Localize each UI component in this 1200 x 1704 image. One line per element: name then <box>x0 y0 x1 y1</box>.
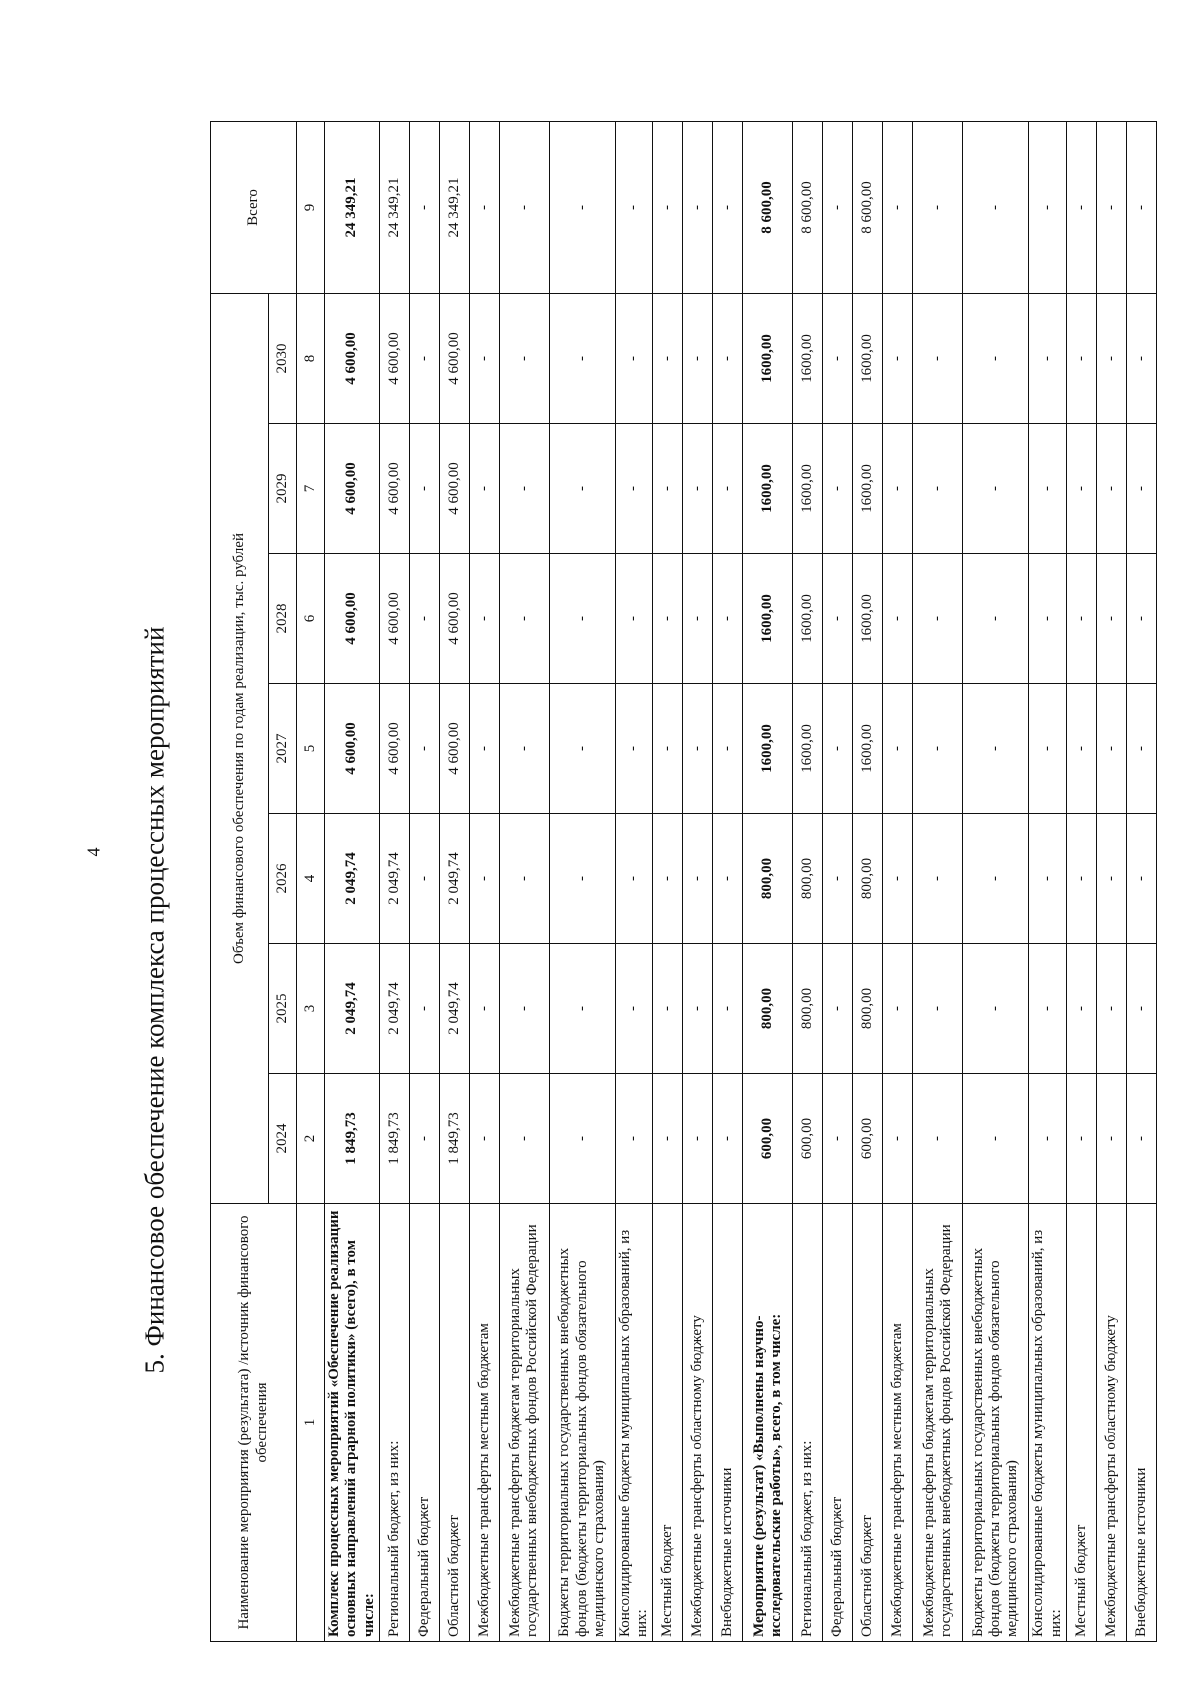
column-number: 8 <box>297 294 325 424</box>
row-value: - <box>549 944 615 1074</box>
row-value: - <box>713 294 743 424</box>
row-value: 4 600,00 <box>439 424 469 554</box>
row-value: - <box>469 122 499 294</box>
row-value: - <box>823 944 853 1074</box>
row-value: - <box>683 944 713 1074</box>
row-value: - <box>713 554 743 684</box>
table-row <box>325 122 380 1642</box>
row-value: - <box>499 122 549 294</box>
row-name: Межбюджетные трансферты областному бюджету <box>1096 1204 1126 1642</box>
header-year: 2028 <box>269 554 297 684</box>
row-value: 1600,00 <box>743 294 793 424</box>
row-value: - <box>963 424 1029 554</box>
row-value: 2 049,74 <box>379 814 409 944</box>
column-number: 4 <box>297 814 325 944</box>
row-value: - <box>823 554 853 684</box>
row-value: - <box>683 684 713 814</box>
row-value: - <box>883 684 913 814</box>
row-value: - <box>913 122 963 294</box>
row-value: - <box>549 294 615 424</box>
row-value: - <box>913 294 963 424</box>
row-value: - <box>409 814 439 944</box>
row-value: 24 349,21 <box>325 122 380 294</box>
row-value: - <box>963 294 1029 424</box>
row-value: - <box>653 424 683 554</box>
row-value: 1 849,73 <box>439 1074 469 1204</box>
row-value: - <box>823 294 853 424</box>
row-value: - <box>823 122 853 294</box>
row-value: - <box>1029 424 1067 554</box>
row-value: - <box>1029 122 1067 294</box>
row-value: - <box>653 944 683 1074</box>
row-value: 1600,00 <box>853 554 883 684</box>
row-value: - <box>653 554 683 684</box>
row-value: - <box>409 684 439 814</box>
row-value: - <box>1126 1074 1156 1204</box>
row-value: - <box>549 684 615 814</box>
row-value: - <box>1066 554 1096 684</box>
row-value: 4 600,00 <box>439 554 469 684</box>
table-row <box>823 122 853 1642</box>
row-value: 4 600,00 <box>379 294 409 424</box>
row-name: Мероприятие (результат) «Выполнены научно-исследовательские работы», всего, в том числе: <box>743 1204 793 1642</box>
table-row <box>743 122 793 1642</box>
row-value: 1 849,73 <box>379 1074 409 1204</box>
row-value: - <box>913 1074 963 1204</box>
row-value: - <box>549 122 615 294</box>
row-value: 4 600,00 <box>379 554 409 684</box>
row-value: 4 600,00 <box>325 294 380 424</box>
row-value: - <box>615 814 653 944</box>
header-year: 2030 <box>269 294 297 424</box>
row-value: - <box>1029 814 1067 944</box>
column-number: 5 <box>297 684 325 814</box>
row-value: - <box>913 554 963 684</box>
header-year: 2026 <box>269 814 297 944</box>
row-value: 800,00 <box>743 814 793 944</box>
row-value: - <box>1096 684 1126 814</box>
row-name: Внебюджетные источники <box>713 1204 743 1642</box>
row-name: Региональный бюджет, из них: <box>793 1204 823 1642</box>
row-value: - <box>615 684 653 814</box>
row-value: - <box>469 944 499 1074</box>
row-value: 4 600,00 <box>325 684 380 814</box>
row-value: - <box>1126 424 1156 554</box>
row-value: 800,00 <box>743 944 793 1074</box>
row-value: 800,00 <box>853 944 883 1074</box>
row-value: - <box>409 1074 439 1204</box>
row-value: - <box>713 684 743 814</box>
row-value: - <box>1029 554 1067 684</box>
row-value: - <box>549 424 615 554</box>
row-value: - <box>683 122 713 294</box>
row-value: - <box>1029 944 1067 1074</box>
column-number: 3 <box>297 944 325 1074</box>
table-row <box>499 122 549 1642</box>
row-name: Внебюджетные источники <box>1126 1204 1156 1642</box>
row-value: - <box>1066 1074 1096 1204</box>
row-value: 4 600,00 <box>379 684 409 814</box>
row-value: - <box>615 122 653 294</box>
row-name: Местный бюджет <box>1066 1204 1096 1642</box>
row-value: 2 049,74 <box>439 814 469 944</box>
row-value: - <box>653 1074 683 1204</box>
row-value: - <box>1066 294 1096 424</box>
row-value: - <box>883 424 913 554</box>
row-value: 4 600,00 <box>379 424 409 554</box>
table-row <box>793 122 823 1642</box>
page-number: 4 <box>83 847 104 857</box>
row-value: - <box>883 944 913 1074</box>
row-value: - <box>963 684 1029 814</box>
financing-table-container <box>210 122 1149 1642</box>
column-number: 7 <box>297 424 325 554</box>
row-value: - <box>913 814 963 944</box>
row-value: - <box>1066 684 1096 814</box>
column-number: 2 <box>297 1074 325 1204</box>
row-name: Межбюджетные трансферты местным бюджетам <box>883 1204 913 1642</box>
row-value: - <box>1096 814 1126 944</box>
row-value: - <box>653 122 683 294</box>
table-row <box>653 122 683 1642</box>
row-value: - <box>469 684 499 814</box>
row-value: 1 849,73 <box>325 1074 380 1204</box>
row-value: 2 049,74 <box>325 814 380 944</box>
row-value: - <box>499 944 549 1074</box>
row-name: Областной бюджет <box>439 1204 469 1642</box>
row-value: - <box>653 684 683 814</box>
table-row <box>913 122 963 1642</box>
row-name: Консолидированные бюджеты муниципальных образований, из них: <box>1029 1204 1067 1642</box>
row-value: - <box>1066 122 1096 294</box>
row-value: - <box>883 294 913 424</box>
row-value: 1600,00 <box>853 424 883 554</box>
row-value: 4 600,00 <box>325 424 380 554</box>
row-value: - <box>615 944 653 1074</box>
row-value: - <box>549 814 615 944</box>
row-value: - <box>1029 684 1067 814</box>
row-value: - <box>549 1074 615 1204</box>
row-value: - <box>1066 944 1096 1074</box>
row-value: 24 349,21 <box>439 122 469 294</box>
row-value: - <box>713 424 743 554</box>
row-value: - <box>615 1074 653 1204</box>
row-value: - <box>963 814 1029 944</box>
row-value: - <box>823 684 853 814</box>
row-value: - <box>1029 294 1067 424</box>
row-value: - <box>913 944 963 1074</box>
row-value: 2 049,74 <box>325 944 380 1074</box>
row-value: - <box>1096 944 1126 1074</box>
row-value: - <box>409 424 439 554</box>
column-number: 1 <box>297 1204 325 1642</box>
table-row <box>439 122 469 1642</box>
table-row <box>963 122 1029 1642</box>
column-number: 9 <box>297 122 325 294</box>
row-value: 4 600,00 <box>325 554 380 684</box>
row-value: - <box>409 122 439 294</box>
row-value: 8 600,00 <box>793 122 823 294</box>
table-row <box>549 122 615 1642</box>
row-value: - <box>683 294 713 424</box>
row-value: - <box>713 944 743 1074</box>
row-value: - <box>499 1074 549 1204</box>
row-value: 600,00 <box>853 1074 883 1204</box>
row-name: Консолидированные бюджеты муниципальных образований, из них: <box>615 1204 653 1642</box>
row-name: Местный бюджет <box>653 1204 683 1642</box>
row-value: - <box>549 554 615 684</box>
row-value: - <box>1029 1074 1067 1204</box>
table-row <box>379 122 409 1642</box>
row-value: - <box>713 814 743 944</box>
table-row <box>615 122 653 1642</box>
row-value: 1600,00 <box>793 684 823 814</box>
header-year: 2025 <box>269 944 297 1074</box>
row-name: Бюджеты территориальных государственных внебюджетных фондов (бюджеты территориальных фондов обязательного медицинского страхования) <box>549 1204 615 1642</box>
row-value: - <box>1126 944 1156 1074</box>
row-value: - <box>469 424 499 554</box>
row-value: 8 600,00 <box>853 122 883 294</box>
row-value: 1600,00 <box>793 554 823 684</box>
row-value: 1600,00 <box>793 294 823 424</box>
row-value: - <box>1126 684 1156 814</box>
row-value: - <box>823 424 853 554</box>
row-value: 1600,00 <box>853 684 883 814</box>
row-name: Межбюджетные трансферты бюджетам территориальных государственных внебюджетных фондов Российской Федерации <box>499 1204 549 1642</box>
row-value: - <box>615 424 653 554</box>
row-value: - <box>683 1074 713 1204</box>
row-value: - <box>1096 554 1126 684</box>
row-value: - <box>683 554 713 684</box>
row-value: - <box>963 122 1029 294</box>
row-value: - <box>1126 814 1156 944</box>
row-value: - <box>823 1074 853 1204</box>
row-value: - <box>409 944 439 1074</box>
row-value: - <box>1096 1074 1126 1204</box>
row-value: - <box>409 294 439 424</box>
row-value: 1600,00 <box>793 424 823 554</box>
table-row <box>1029 122 1067 1642</box>
row-value: 2 049,74 <box>379 944 409 1074</box>
row-value: - <box>499 684 549 814</box>
row-value: 8 600,00 <box>743 122 793 294</box>
table-row <box>1126 122 1156 1642</box>
table-header <box>211 122 325 1642</box>
row-value: 800,00 <box>793 814 823 944</box>
row-value: - <box>615 554 653 684</box>
row-value: - <box>713 122 743 294</box>
row-value: - <box>913 684 963 814</box>
row-value: - <box>883 554 913 684</box>
row-name: Региональный бюджет, из них: <box>379 1204 409 1642</box>
row-value: - <box>823 814 853 944</box>
row-name: Межбюджетные трансферты бюджетам территориальных государственных внебюджетных фондов Российской Федерации <box>913 1204 963 1642</box>
row-value: - <box>1066 814 1096 944</box>
row-value: 600,00 <box>743 1074 793 1204</box>
row-value: 800,00 <box>793 944 823 1074</box>
row-value: - <box>1066 424 1096 554</box>
row-value: 4 600,00 <box>439 684 469 814</box>
row-value: - <box>883 122 913 294</box>
row-value: - <box>963 1074 1029 1204</box>
row-name: Федеральный бюджет <box>409 1204 439 1642</box>
row-value: - <box>1096 122 1126 294</box>
header-year: 2027 <box>269 684 297 814</box>
row-value: - <box>963 554 1029 684</box>
row-value: - <box>883 1074 913 1204</box>
row-value: - <box>683 424 713 554</box>
row-value: - <box>409 554 439 684</box>
row-value: - <box>653 294 683 424</box>
header-total: Всего <box>211 122 297 294</box>
table-row <box>683 122 713 1642</box>
row-value: 1600,00 <box>853 294 883 424</box>
row-value: 800,00 <box>853 814 883 944</box>
row-value: 4 600,00 <box>439 294 469 424</box>
row-value: 2 049,74 <box>439 944 469 1074</box>
table-row <box>409 122 439 1642</box>
row-value: - <box>499 294 549 424</box>
row-value: - <box>499 814 549 944</box>
row-name: Федеральный бюджет <box>823 1204 853 1642</box>
row-value: - <box>615 294 653 424</box>
row-value: - <box>469 554 499 684</box>
row-value: - <box>913 424 963 554</box>
row-value: - <box>683 814 713 944</box>
row-value: - <box>1096 424 1126 554</box>
table-row <box>1096 122 1126 1642</box>
row-value: - <box>469 1074 499 1204</box>
section-title: 5. Финансовое обеспечение комплекса процессных мероприятий <box>139 626 170 1374</box>
row-value: - <box>1126 122 1156 294</box>
header-year: 2029 <box>269 424 297 554</box>
row-value: 1600,00 <box>743 424 793 554</box>
row-name: Межбюджетные трансферты местным бюджетам <box>469 1204 499 1642</box>
column-number: 6 <box>297 554 325 684</box>
table-row <box>853 122 883 1642</box>
row-value: - <box>1126 554 1156 684</box>
row-name: Межбюджетные трансферты областному бюджету <box>683 1204 713 1642</box>
header-name-column: Наименование мероприятия (результата) /источник финансового обеспечения <box>211 1204 297 1642</box>
financing-table <box>210 121 1157 1642</box>
row-name: Бюджеты территориальных государственных внебюджетных фондов (бюджеты территориальных фондов обязательного медицинского страхования) <box>963 1204 1029 1642</box>
header-year: 2024 <box>269 1074 297 1204</box>
table-row <box>1066 122 1096 1642</box>
table-body <box>325 122 1157 1642</box>
row-name: Комплекс процессных мероприятий «Обеспечение реализации основных направлений аграрной политики» (всего), в том числе: <box>325 1204 380 1642</box>
row-name: Областной бюджет <box>853 1204 883 1642</box>
row-value: - <box>469 814 499 944</box>
row-value: - <box>469 294 499 424</box>
row-value: - <box>499 554 549 684</box>
row-value: - <box>963 944 1029 1074</box>
row-value: - <box>1096 294 1126 424</box>
row-value: 1600,00 <box>743 684 793 814</box>
row-value: - <box>499 424 549 554</box>
column-number-row <box>297 122 325 1642</box>
header-volume-group: Объем финансового обеспечения по годам реализации, тыс. рублей <box>211 294 269 1204</box>
table-row <box>883 122 913 1642</box>
row-value: - <box>883 814 913 944</box>
row-value: - <box>653 814 683 944</box>
row-value: 24 349,21 <box>379 122 409 294</box>
table-row <box>713 122 743 1642</box>
row-value: 600,00 <box>793 1074 823 1204</box>
row-value: - <box>713 1074 743 1204</box>
row-value: - <box>1126 294 1156 424</box>
row-value: 1600,00 <box>743 554 793 684</box>
table-row <box>469 122 499 1642</box>
